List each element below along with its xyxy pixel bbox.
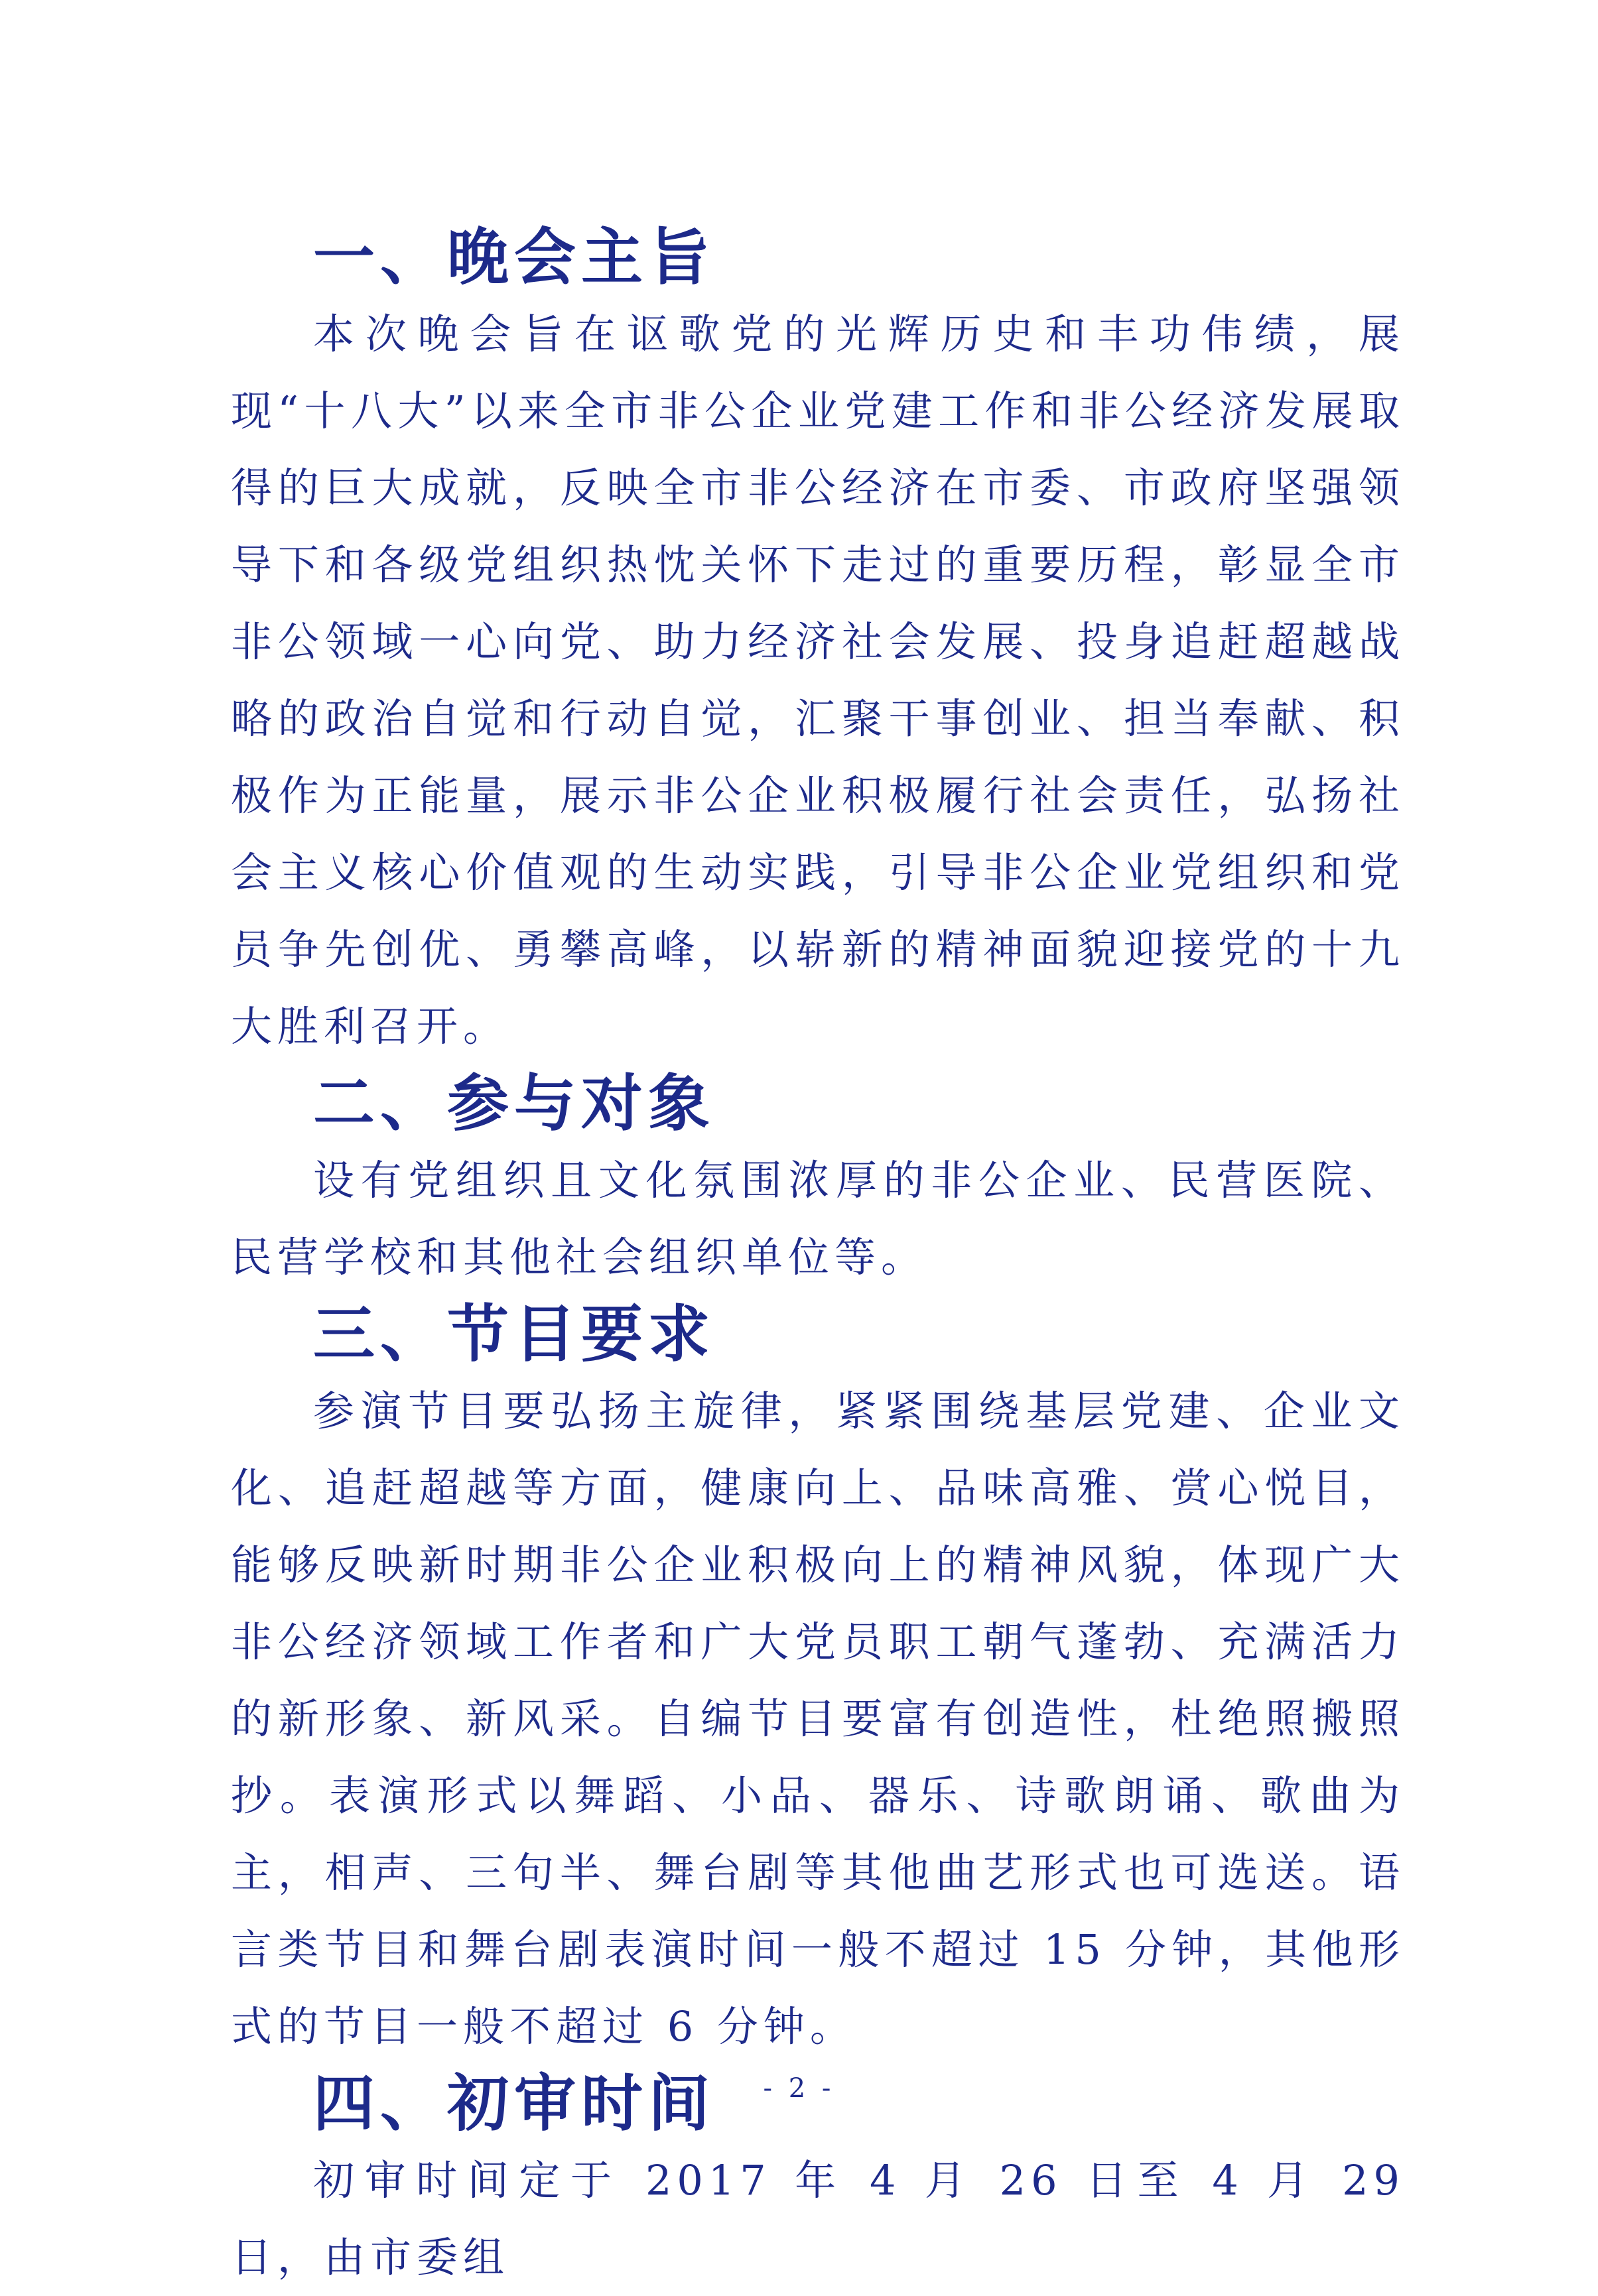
document-body	[231, 219, 1405, 2296]
section-paragraph: 参演节目要弘扬主旋律，紧紧围绕基层党建、企业文化、追赶超越等方面，健康向上、品味高雅、赏心悦目，能够反映新时期非公企业积极向上的精神风貌，体现广大非公经济领域工作者和广大党员职工朝气蓬勃、充满活力的新形象、新风采。自编节目要富有创造性，杜绝照搬照抄。表演形式以舞蹈、小品、器乐、诗歌朗诵、歌曲为主，相声、三句半、舞台剧等其他曲艺形式也可选送。语言类节目和舞台剧表演时间一般不超过 15 分钟，其他形式的节目一般不超过 6 分钟。	[231, 1387, 1405, 2051]
section-purpose	[231, 219, 1405, 1065]
section-paragraph: 本次晚会旨在讴歌党的光辉历史和丰功伟绩，展现“十八大”以来全市非公企业党建工作和非公经济发展取得的巨大成就，反映全市非公经济在市委、市政府坚强领导下和各级党组织热忱关怀下走过的重要历程，彰显全市非公领域一心向党、助力经济社会发展、投身追赶超越战略的政治自觉和行动自觉，汇聚干事创业、担当奉献、积极作为正能量，展示非公企业积极履行社会责任，弘扬社会主义核心价值观的生动实践，引导非公企业党组织和党员争先创优、勇攀高峰，以崭新的精神面貌迎接党的十九大胜利召开。	[231, 310, 1405, 1051]
section-heading: 三、节目要求	[313, 1299, 715, 1370]
section-heading: 一、晚会主旨	[313, 222, 715, 293]
section-paragraph: 初审时间定于 2017 年 4 月 26 日至 4 月 29 日，由市委组	[231, 2156, 1405, 2281]
section-heading: 四、初审时间	[313, 2068, 715, 2139]
section-program-requirements	[231, 1296, 1405, 2065]
section-heading: 二、参与对象	[313, 1068, 715, 1139]
page-number: - 2 -	[763, 2073, 835, 2104]
section-participants	[231, 1065, 1405, 1296]
section-paragraph: 设有党组织且文化氛围浓厚的非公企业、民营医院、民营学校和其他社会组织单位等。	[231, 1156, 1405, 1281]
